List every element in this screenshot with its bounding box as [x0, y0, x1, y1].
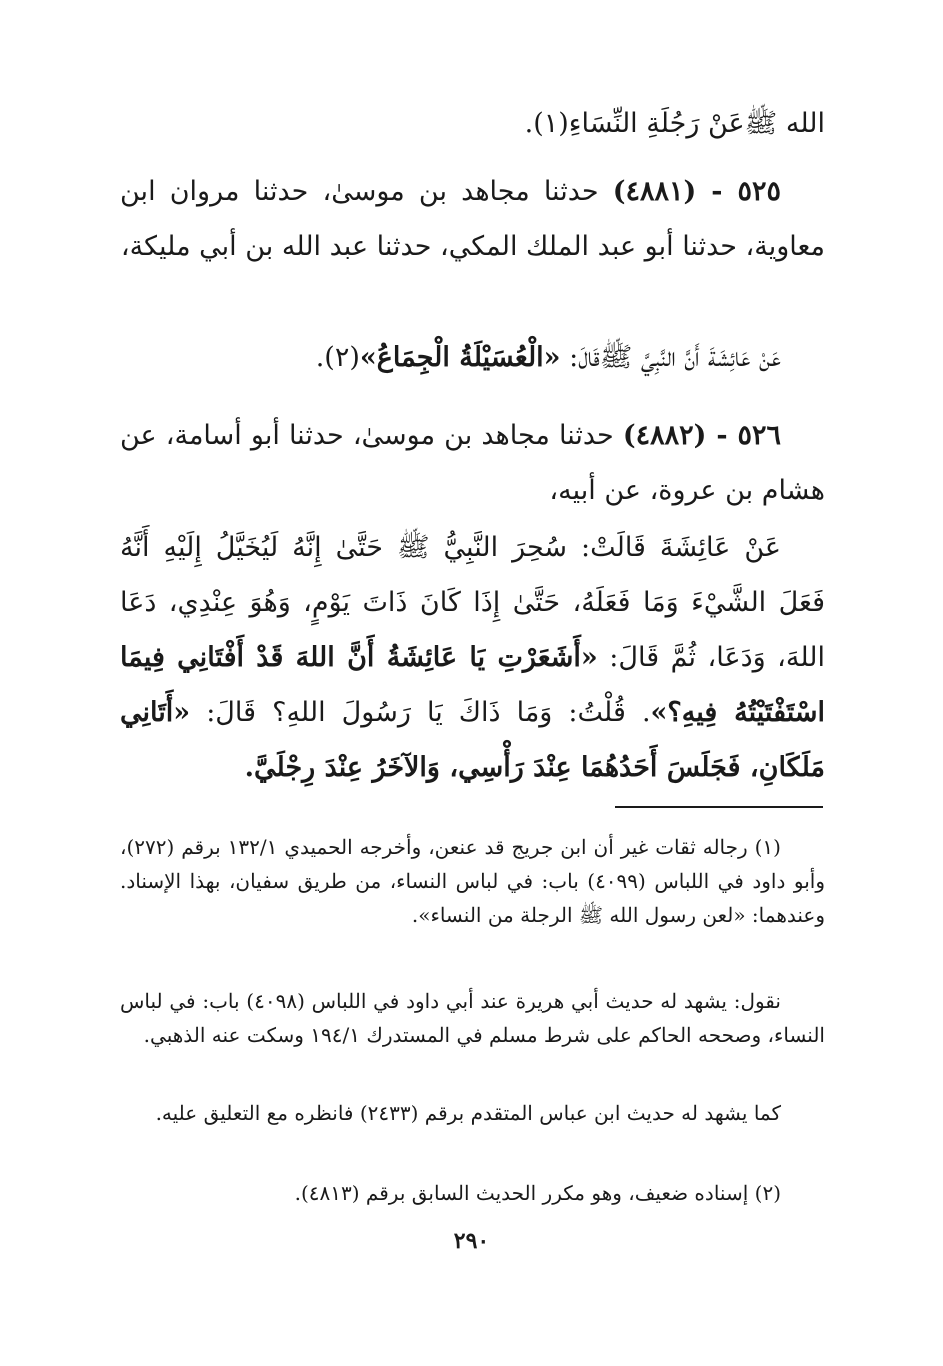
hadith-526-isnad: [120, 408, 825, 518]
footnote-2-text: (٢) إسناده ضعيف، وهو مكرر الحديث السابق برقم (٤٨١٣).: [294, 1181, 781, 1205]
hadith-525-chain: حدثنا مجاهد بن موسىٰ، حدثنا مروان ابن معاوية، حدثنا أبو عبد الملك المكي، حدثنا عبد الله بن أبي مليكة،: [120, 176, 825, 262]
hadith-526-matn-part1: عَنْ عَائِشَةَ قَالَتْ: سُحِرَ النَّبِيُّ ﷺ حَتَّىٰ إِنَّهُ لَيُخَيَّلُ إِلَيْهِ أَنَّهُ فَعَلَ الشَّيْءَ وَمَا فَعَلَهُ، حَتَّىٰ إِذَا كَانَ ذَاتَ يَوْمٍ، وَهُوَ عِنْدِي، دَعَا اللهَ، وَدَعَا، ثُمَّ قَالَ:: [120, 532, 825, 673]
hadith-526-matn-part3: . قُلْتُ: وَمَا ذَاكَ يَا رَسُولَ اللهِ؟ قَالَ:: [190, 697, 651, 728]
hadith-525-isnad: [120, 164, 825, 274]
footnote-1-para-1: [120, 830, 825, 932]
footnote-1-text: (١) رجاله ثقات غير أن ابن جريج قد عنعن، وأخرجه الحميدي ١٣٢/١ برقم (٢٧٢)، وأبو داود في اللباس (٤٠٩٩) باب: في لباس النساء، من طريق سفيان، بهذا الإسناد. وعندهما: «لعن رسول الله ﷺ الرجلة من النساء».: [120, 835, 825, 927]
hadith-525-matn: [120, 330, 825, 385]
footnote-1-text-2: نقول: يشهد له حديث أبي هريرة عند أبي داود في اللباس (٤٠٩٨) باب: في لباس النساء، وصححه الحاكم على شرط مسلم في المستدرك ١٩٤/١ وسكت عنه الذهبي.: [120, 989, 825, 1047]
continuation-text: الله ﷺعَنْ رَجُلَةِ النِّسَاءِ(١).: [524, 108, 825, 139]
footnote-1-para-3: [120, 1096, 825, 1130]
hadith-526-matn-quote2: «أَتَانِي مَلَكَانِ، فَجَلَسَ أَحَدُهُمَا عِنْدَ رَأْسِي، وَالآخَرُ عِنْدَ رِجْلَيَّ.: [120, 697, 825, 783]
hadith-525-matn-quote: «الْعُسَيْلَةُ الْجِمَاعُ»: [359, 342, 561, 373]
hadith-525-matn-intro: عَنْ عَائِشَةَ أَنَّ النَّبِيَّ ﷺقَالَ:: [560, 342, 781, 373]
hadith-525-number: ٥٢٥ - (٤٨٨١): [612, 176, 781, 207]
hadith-526-matn-quote1: «أَشَعَرْتِ يَا عَائِشَةُ أَنَّ اللهَ قَدْ أَفْتَانِي فِيمَا اسْتَفْتَيْتُهُ فِيهِ؟»: [120, 642, 826, 728]
hadith-525-footnote-ref: (٢).: [315, 342, 360, 373]
page-number: ٢٩٠: [453, 1228, 490, 1254]
footnote-separator: [615, 806, 823, 808]
footnote-1-para-2: [120, 984, 825, 1052]
hadith-526-chain: حدثنا مجاهد بن موسىٰ، حدثنا أبو أسامة، عن هشام بن عروة، عن أبيه،: [120, 420, 825, 506]
hadith-526-number: ٥٢٦ - (٤٨٨٢): [622, 420, 782, 451]
footnote-1-text-3: كما يشهد له حديث ابن عباس المتقدم برقم (٢٤٣٣) فانظره مع التعليق عليه.: [155, 1101, 781, 1125]
hadith-526-matn: [120, 520, 825, 795]
continuation-line: [120, 96, 825, 151]
footnote-2: [120, 1176, 825, 1210]
